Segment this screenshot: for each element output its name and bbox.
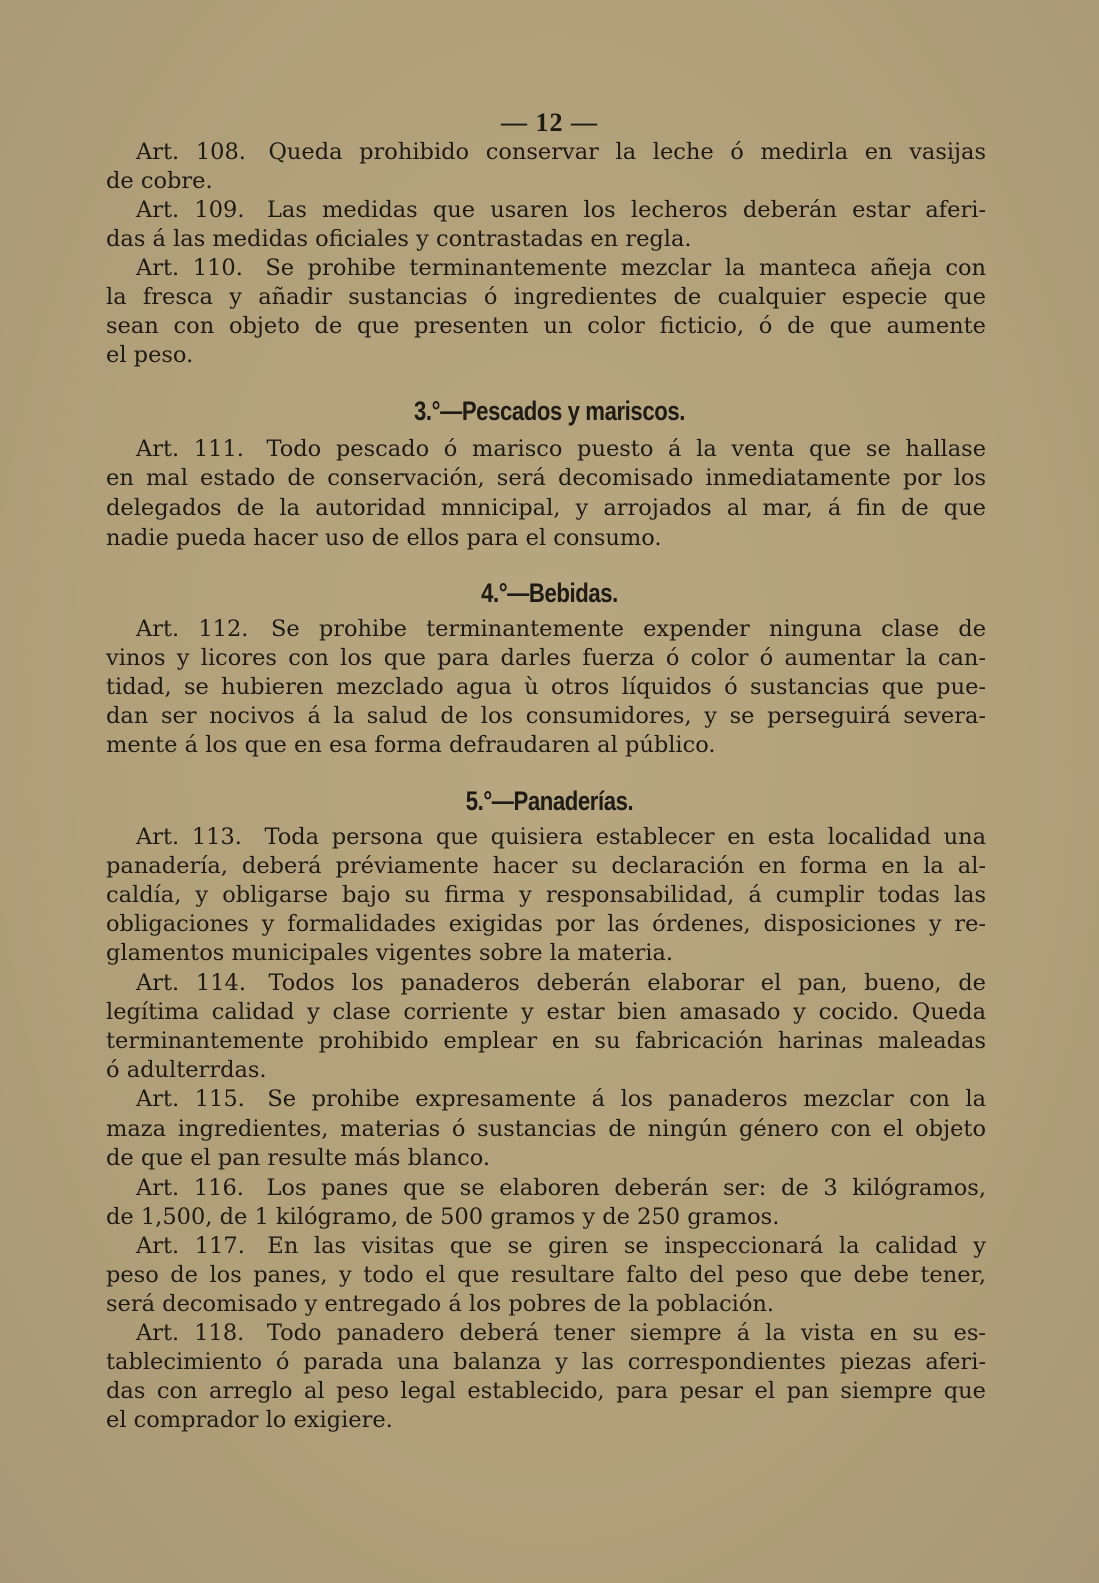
article-number: Art. 108. <box>136 139 246 165</box>
article-text: panadería, deberá préviamente hacer su declaración en forma en la al- <box>106 853 986 879</box>
article-line <box>106 283 986 311</box>
article-text: Las medidas que usaren los lecheros deberán estar aferi- <box>266 197 987 223</box>
article-line <box>106 1261 986 1289</box>
article-text: mente á los que en esa forma defraudaren al público. <box>106 732 716 758</box>
article-first-line <box>136 969 986 997</box>
article-first-line <box>136 1319 986 1347</box>
article-text: de que el pan resulte más blanco. <box>106 1145 491 1171</box>
article-line <box>106 1115 986 1143</box>
article-text: dan ser nocivos á la salud de los consumidores, y se perseguirá severa- <box>106 703 986 729</box>
article-number: Art. 118. <box>136 1320 245 1346</box>
article-line <box>106 225 986 253</box>
article-text: peso de los panes, y todo el que resultare falto del peso que debe tener, <box>106 1262 986 1288</box>
article-text: Todo panadero deberá tener siempre á la vista en su es- <box>266 1320 986 1346</box>
article-line <box>106 852 986 880</box>
article-first-line <box>136 435 986 463</box>
article-line <box>106 939 986 967</box>
article-number: Art. 117. <box>136 1233 245 1259</box>
article-text: legítima calidad y clase corriente y estar bien amasado y cocido. Queda <box>106 999 986 1025</box>
article-text: ó adulterrdas. <box>106 1057 267 1083</box>
article-line <box>106 702 986 730</box>
article-text: En las visitas que se giren se inspeccionará la calidad y <box>267 1233 986 1259</box>
article-number: Art. 112. <box>136 616 249 642</box>
article-text: tablecimiento ó parada una balanza y las correspondientes piezas aferi- <box>106 1349 986 1375</box>
article-first-line <box>136 1085 986 1113</box>
article-line <box>106 881 986 909</box>
article-text: caldía, y obligarse bajo su firma y responsabilidad, á cumplir todas las <box>106 882 986 908</box>
article-line <box>106 644 986 672</box>
article-text: Toda persona que quisiera establecer en esta localidad una <box>264 824 987 850</box>
article-line <box>106 341 986 369</box>
article-line <box>106 1406 986 1434</box>
article-text: Todos los panaderos deberán elaborar el pan, bueno, de <box>268 970 986 996</box>
article-text: Se prohibe expresamente á los panaderos mezclar con la <box>267 1086 986 1112</box>
article-text: delegados de la autoridad mnnicipal, y arrojados al mar, á fin de que <box>106 495 986 521</box>
article-text: terminantemente prohibido emplear en su fabricación harinas maleadas <box>106 1028 986 1054</box>
section-heading: 3.°—Pescados y mariscos. <box>413 396 685 426</box>
article-text: la fresca y añadir sustancias ó ingredientes de cualquier especie que <box>106 284 986 310</box>
page-number: — 12 — <box>501 108 598 137</box>
article-number: Art. 114. <box>136 970 246 996</box>
article-line <box>106 1348 986 1376</box>
article-number: Art. 116. <box>136 1175 244 1201</box>
article-line <box>106 1290 986 1318</box>
article-text: maza ingredientes, materias ó sustancias de ningún género con el objeto <box>106 1116 986 1142</box>
article-number: Art. 110. <box>136 255 243 281</box>
article-text: obligaciones y formalidades exigidas por las órdenes, disposiciones y re- <box>106 911 986 937</box>
article-text: Queda prohibido conservar la leche ó medirla en vasijas <box>268 139 986 165</box>
article-number: Art. 109. <box>136 197 245 223</box>
article-line <box>106 1203 986 1231</box>
article-line <box>106 1027 986 1055</box>
article-text: de 1,500, de 1 kilógramo, de 500 gramos y de 250 gramos. <box>106 1204 780 1230</box>
article-text: Todo pescado ó marisco puesto á la venta que se hallase <box>266 436 987 462</box>
article-text: das á las medidas oficiales y contrastadas en regla. <box>106 226 692 252</box>
article-text: el comprador lo exigiere. <box>106 1407 393 1433</box>
article-first-line <box>136 138 986 166</box>
article-line <box>106 524 986 552</box>
article-first-line <box>136 615 986 643</box>
article-line <box>106 494 986 522</box>
article-text: sean con objeto de que presenten un color ficticio, ó de que aumente <box>106 313 986 339</box>
article-text: das con arreglo al peso legal establecido, para pesar el pan siempre que <box>106 1378 986 1404</box>
article-first-line <box>136 823 986 851</box>
article-line <box>106 167 986 195</box>
article-text: Se prohibe terminantemente expender ninguna clase de <box>270 616 987 642</box>
section-heading: 4.°—Bebidas. <box>481 578 618 608</box>
article-line <box>106 312 986 340</box>
article-text: glamentos municipales vigentes sobre la materia. <box>106 940 674 966</box>
article-text: en mal estado de conservación, será decomisado inmediatamente por los <box>106 465 986 491</box>
article-first-line <box>136 1174 986 1202</box>
article-text: Se prohibe terminantemente mezclar la manteca añeja con <box>265 255 987 281</box>
article-line <box>106 1377 986 1405</box>
article-line <box>106 673 986 701</box>
article-first-line <box>136 254 986 282</box>
article-text: el peso. <box>106 342 194 368</box>
article-first-line <box>136 196 986 224</box>
article-text: Los panes que se elaboren deberán ser: de 3 kilógramos, <box>266 1175 987 1201</box>
article-line <box>106 1144 986 1172</box>
article-text: será decomisado y entregado á los pobres de la población. <box>106 1291 775 1317</box>
article-text: tidad, se hubieren mezclado agua ù otros líquidos ó sustancias que pue- <box>106 674 986 700</box>
article-first-line <box>136 1232 986 1260</box>
article-text: de cobre. <box>106 168 213 194</box>
article-number: Art. 111. <box>136 436 244 462</box>
article-text: nadie pueda hacer uso de ellos para el consumo. <box>106 525 662 551</box>
article-number: Art. 113. <box>136 824 242 850</box>
article-line <box>106 1056 986 1084</box>
article-line <box>106 998 986 1026</box>
section-heading: 5.°—Panaderías. <box>465 786 634 816</box>
article-number: Art. 115. <box>136 1086 245 1112</box>
article-line <box>106 910 986 938</box>
article-text: vinos y licores con los que para darles fuerza ó color ó aumentar la can- <box>106 645 986 671</box>
article-line <box>106 464 986 492</box>
article-line <box>106 731 986 759</box>
